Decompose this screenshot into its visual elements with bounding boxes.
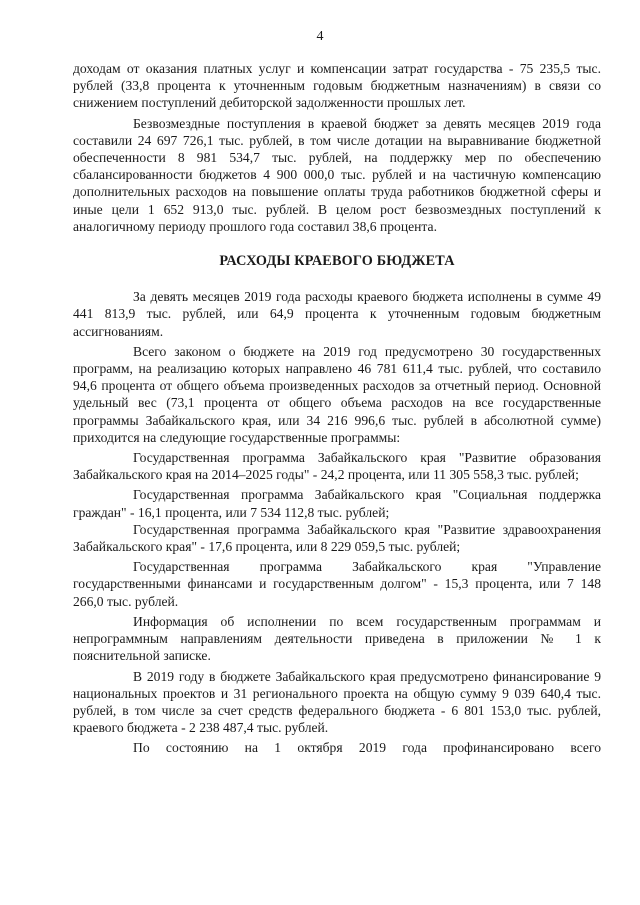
paragraph-financing-status: По состоянию на 1 октября 2019 года профинансировано всего (133, 740, 601, 756)
paragraph-appendix-reference: Информация об исполнении по всем государственным программам и непрограммным направлениям деятельности приведена в приложении № 1 к пояснительной записке. (73, 613, 601, 664)
page-number: 4 (316, 29, 324, 44)
program-item-education: Государственная программа Забайкальского края "Развитие образования Забайкальского края на 2014–2025 годы" - 24,2 процента, или 11 305 558,3 тыс. рублей; (73, 450, 601, 483)
section-heading: РАСХОДЫ КРАЕВОГО БЮДЖЕТА (219, 253, 455, 270)
program-item-social-support: Государственная программа Забайкальского края "Социальная поддержка граждан" - 16,1 процента, или 7 534 112,8 тыс. рублей; (73, 487, 601, 520)
paragraph-national-projects: В 2019 году в бюджете Забайкальского края предусмотрено финансирование 9 национальных проектов и 31 регионального проекта на общую сумму 9 039 640,4 тыс. рублей, в том числе за счет средств федерального бюджета - 6 801 153,0 тыс. рублей, краевого бюджета - 2 238 487,4 тыс. рублей. (73, 668, 601, 736)
paragraph-expenditure-total: За девять месяцев 2019 года расходы краевого бюджета исполнены в сумме 49 441 813,9 тыс. рублей, или 64,9 процента к уточненным годовым бюджетным ассигнованиям. (73, 289, 601, 339)
paragraph-nonrevenue-continuation: доходам от оказания платных услуг и компенсации затрат государства - 75 235,5 тыс. рублей (33,8 процента к уточненным годовым бюджетным назначениям) в связи со снижением поступлений дебиторской задолженности прошлых лет. (73, 61, 601, 111)
program-item-finance: Государственная программа Забайкальского края "Управление государственными финансами и государственным долгом" - 15,3 процента, или 7 148 266,0 тыс. рублей. (73, 559, 601, 609)
program-item-healthcare: Государственная программа Забайкальского края "Развитие здравоохранения Забайкальского края" - 17,6 процента, или 8 229 059,5 тыс. рублей; (73, 521, 601, 555)
document-body (73, 60, 601, 757)
paragraph-grants: Безвозмездные поступления в краевой бюджет за девять месяцев 2019 года составили 24 697 726,1 тыс. рублей, в том числе дотации на выравнивание бюджетной обеспеченности 8 981 534,7 тыс. рублей, на поддержку мер по обеспечению сбалансированности бюджетов 4 900 000,0 тыс. рублей и на частичную компенсацию дополнительных расходов на повышение оплаты труда работников бюджетной сферы и иные цели 1 652 913,0 тыс. рублей. В целом рост безвозмездных поступлений к аналогичному периоду прошлого года составил 38,6 процента. (73, 115, 601, 234)
paragraph-state-programs: Всего законом о бюджете на 2019 год предусмотрено 30 государственных программ, на реализацию которых направлено 46 781 611,4 тыс. рублей, что составило 94,6 процента от общего объема произведенных расходов за отчетный период. Основной удельный вес (73,1 процента от общего объема расходов на все государственные программы Забайкальского края, или 34 216 996,6 тыс. рублей в абсолютной сумме) приходится на следующие государственные программы: (73, 343, 601, 445)
